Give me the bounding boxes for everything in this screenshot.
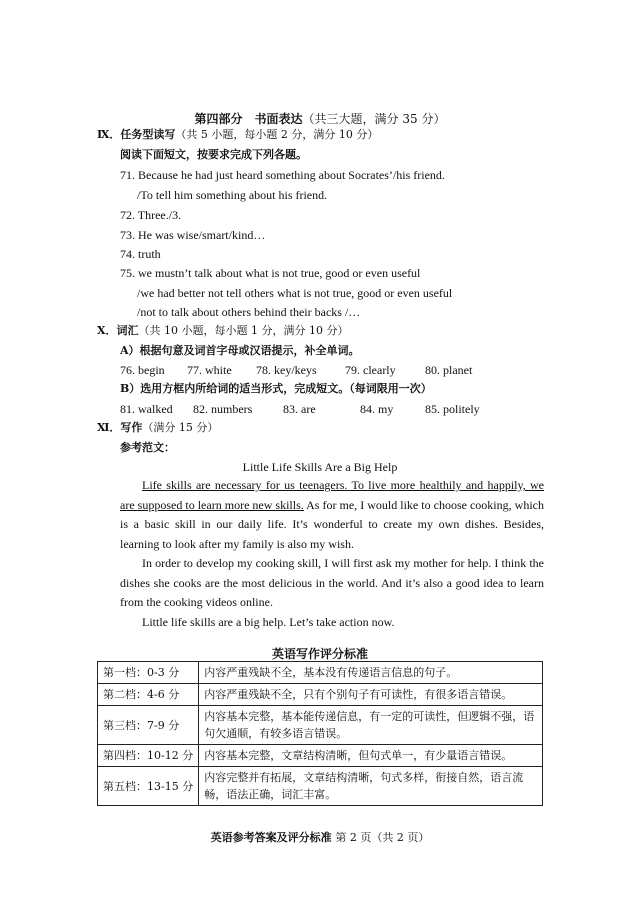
answer-74: 74. truth — [120, 247, 161, 261]
rubric-description: 内容基本完整，文章结构清晰，但句式单一，有少量语言错误。 — [199, 745, 543, 767]
essay-title: Little Life Skills Are a Big Help — [242, 460, 398, 474]
answer-76: 76. begin — [120, 363, 165, 377]
rubric-description: 内容完整并有拓展，文章结构清晰，句式多样，衔接自然，语言流畅，语法正确，词汇丰富。 — [199, 767, 543, 806]
answer-85: 85. politely — [425, 402, 480, 416]
rubric-title: 英语写作评分标准 — [271, 647, 368, 661]
answer-75: 75. we mustn’t talk about what is not true, good or even useful — [120, 266, 421, 280]
rubric-description: 内容基本完整，基本能传递信息，有一定的可读性，但逻辑不强，语句欠通顺，有较多语言错误。 — [199, 706, 543, 745]
essay-topic-sentence: Life skills are necessary for us teenagers. To live more healthily and happily, we are supposed to learn more new skills. — [120, 478, 544, 512]
essay-paragraph-2: In order to develop my cooking skill, I will first ask my mother for help. I think the dishes she cooks are the most delicious in the world. And it’s also a good idea to learn from the cooking videos online. — [120, 556, 544, 609]
part-title-note: （共三大题，满分 35 分） — [302, 112, 446, 126]
part-title-text: 第四部分 书面表达 — [194, 112, 303, 126]
rubric-description: 内容严重残缺不全，基本没有传递语言信息的句子。 — [199, 662, 543, 684]
rubric-table — [97, 661, 543, 806]
rubric-level: 第一档：0-3 分 — [98, 662, 199, 684]
answer-81: 81. walked — [120, 402, 173, 416]
answer-82: 82. numbers — [193, 402, 253, 416]
answer-77: 77. white — [187, 363, 232, 377]
answer-80: 80. planet — [425, 363, 473, 377]
table-row — [98, 684, 543, 706]
table-row — [98, 767, 543, 806]
rubric-description: 内容严重残缺不全，只有个别句子有可读性，有很多语言错误。 — [199, 684, 543, 706]
part-title — [0, 110, 640, 127]
footer-page-number: 第 2 页（共 2 页） — [335, 831, 430, 844]
essay-paragraph-1-rest: As for me, I would like to choose cooking, which is a basic skill in our daily life. It’s wonderful to create my own dishes. Besides, learning to look after my family is also my wish. — [120, 497, 544, 551]
answer-78: 78. key/keys — [256, 363, 317, 377]
answer-75-alt-1: /we had better not tell others what is not true, good or even useful — [137, 286, 453, 300]
section-11-note: （满分 15 分） — [142, 421, 219, 434]
answer-71: 71. Because he had just heard something about Socrates’/his friend. — [120, 168, 445, 182]
answer-73: 73. He was wise/smart/kind… — [120, 228, 266, 242]
answer-71-alt: /To tell him something about his friend. — [137, 188, 328, 202]
rubric-level: 第五档：13-15 分 — [98, 767, 199, 806]
answer-79: 79. clearly — [345, 363, 396, 377]
section-10-heading — [97, 324, 349, 338]
table-row — [98, 706, 543, 745]
rubric-level: 第四档：10-12 分 — [98, 745, 199, 767]
page-footer — [0, 829, 640, 845]
section-9-note: （共 5 小题，每小题 2 分，满分 10 分） — [175, 128, 379, 141]
section-9-instruction: 阅读下面短文，按要求完成下列各题。 — [120, 148, 307, 161]
table-row — [98, 745, 543, 767]
section-10-title: Ⅹ．词汇 — [97, 324, 139, 337]
essay-paragraph-3: Little life skills are a big help. Let’s take action now. — [142, 615, 395, 629]
answer-75-alt-2: /not to talk about others behind their backs /… — [137, 305, 361, 319]
section-11-title: Ⅺ．写作 — [97, 421, 143, 434]
essay-paragraph-1 — [120, 476, 544, 554]
section-10-note: （共 10 小题，每小题 1 分，满分 10 分） — [138, 324, 349, 337]
section-9-title: Ⅸ．任务型读写 — [97, 128, 176, 141]
footer-title: 英语参考答案及评分标准 — [210, 831, 332, 844]
sample-essay-label: 参考范文： — [120, 441, 175, 454]
answer-72: 72. Three./3. — [120, 208, 182, 222]
rubric-level: 第二档：4-6 分 — [98, 684, 199, 706]
answer-83: 83. are — [283, 402, 316, 416]
table-row — [98, 662, 543, 684]
rubric-level: 第三档：7-9 分 — [98, 706, 199, 745]
section-11-heading — [97, 421, 218, 435]
section-10-part-b: B）选用方框内所给词的适当形式，完成短文。（每词限用一次） — [120, 382, 432, 395]
section-9-heading — [97, 128, 378, 142]
section-10-part-a: A）根据句意及词首字母或汉语提示，补全单词。 — [120, 344, 360, 357]
answer-84: 84. my — [360, 402, 394, 416]
